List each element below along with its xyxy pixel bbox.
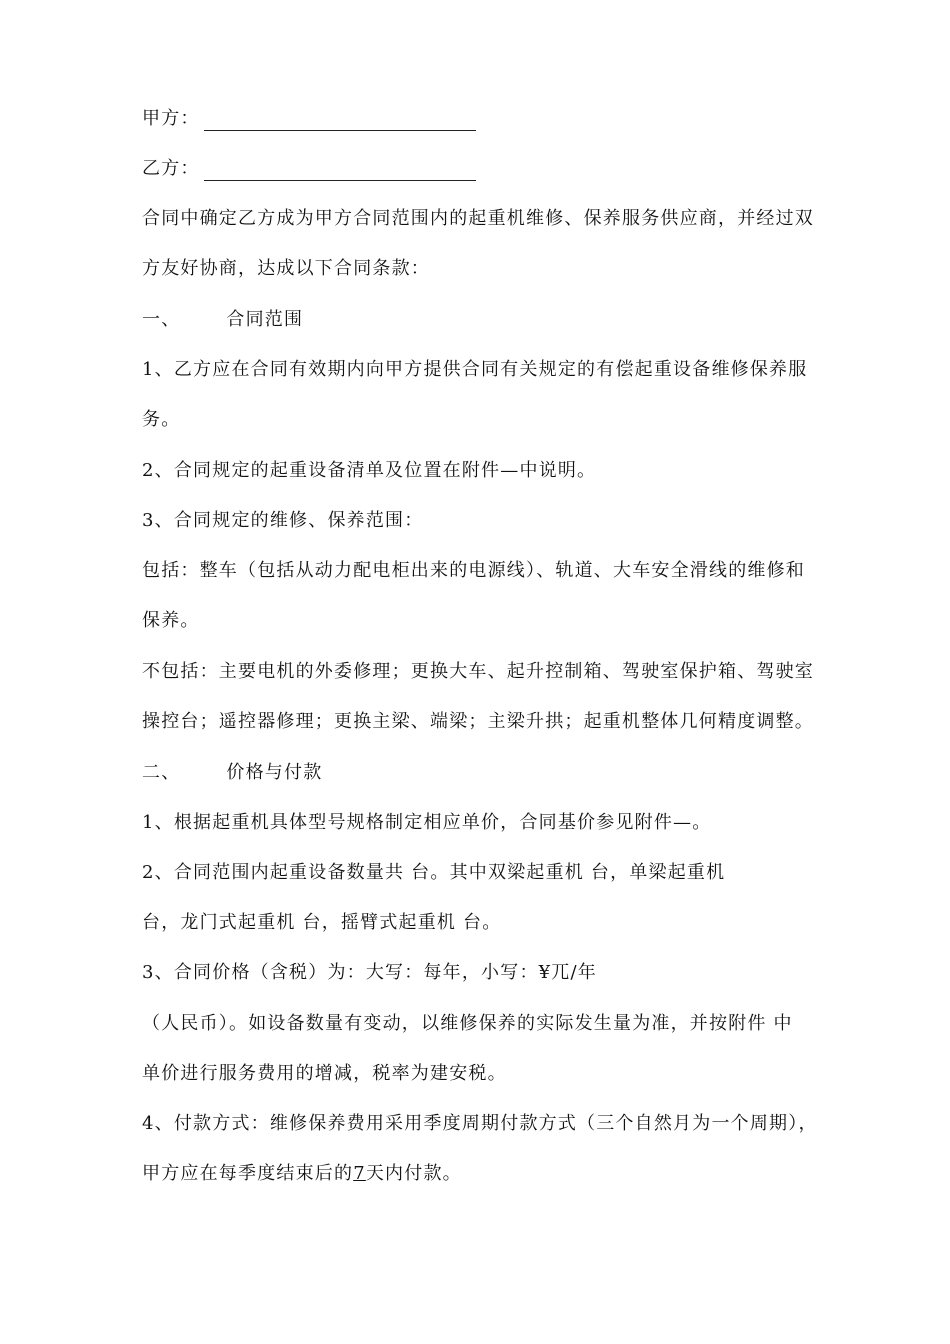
party-a-row — [142, 107, 476, 131]
party-b-label: 乙方： — [142, 158, 200, 179]
section-1-line: 不包括：主要电机的外委修理；更换大车、起升控制箱、驾驶室保护箱、驾驶室 — [142, 661, 814, 682]
section-1-number: 一、 — [142, 309, 181, 330]
party-a-label: 甲方： — [142, 108, 200, 129]
section-1-title: 合同范围 — [226, 309, 304, 330]
section-1-line: 保养。 — [142, 610, 200, 631]
party-b-blank[interactable] — [204, 162, 476, 181]
payment-deadline-before: 甲方应在每季度结束后的 — [142, 1163, 354, 1184]
section-2-line: 3、合同价格（含税）为：大写：每年，小写：¥兀/年 — [142, 962, 597, 983]
intro-line-1: 合同中确定乙方成为甲方合同范围内的起重机维修、保养服务供应商，并经过双 — [142, 208, 814, 229]
section-2-line: （人民币）。如设备数量有变动，以维修保养的实际发生量为准，并按附件 中 — [142, 1013, 793, 1034]
section-1-line: 2、合同规定的起重设备清单及位置在附件—中说明。 — [142, 460, 597, 481]
section-1-line: 操控台；遥控器修理；更换主梁、端梁；主梁升拱；起重机整体几何精度调整。 — [142, 711, 814, 732]
intro-line-2: 方友好协商，达成以下合同条款： — [142, 258, 430, 279]
party-b-row — [142, 157, 476, 181]
section-2-line: 4、付款方式：维修保养费用采用季度周期付款方式（三个自然月为一个周期）， — [142, 1113, 818, 1134]
section-2-number: 二、 — [142, 762, 181, 783]
section-2-heading — [142, 761, 322, 785]
payment-days-value: 7 — [353, 1163, 366, 1184]
section-2-line: 2、合同范围内起重设备数量共 台。其中双梁起重机 台，单梁起重机 — [142, 862, 726, 883]
section-2-line: 1、根据起重机具体型号规格制定相应单价，合同基价参见附件—。 — [142, 812, 712, 833]
party-a-blank[interactable] — [204, 112, 476, 131]
section-2-line: 单价进行服务费用的增减，税率为建安税。 — [142, 1063, 507, 1084]
payment-deadline-line — [142, 1162, 462, 1186]
section-1-heading — [142, 308, 303, 332]
section-1-line: 包括：整车（包括从动力配电柜出来的电源线）、轨道、大车安全滑线的维修和 — [142, 560, 805, 581]
section-2-title: 价格与付款 — [226, 762, 323, 783]
section-1-line: 1、乙方应在合同有效期内向甲方提供合同有关规定的有偿起重设备维修保养服 — [142, 359, 808, 380]
section-1-line: 3、合同规定的维修、保养范围： — [142, 510, 424, 531]
section-1-line: 务。 — [142, 409, 181, 430]
payment-deadline-after: 天内付款。 — [365, 1163, 462, 1184]
section-2-line: 台，龙门式起重机 台，摇臂式起重机 台。 — [142, 912, 502, 933]
